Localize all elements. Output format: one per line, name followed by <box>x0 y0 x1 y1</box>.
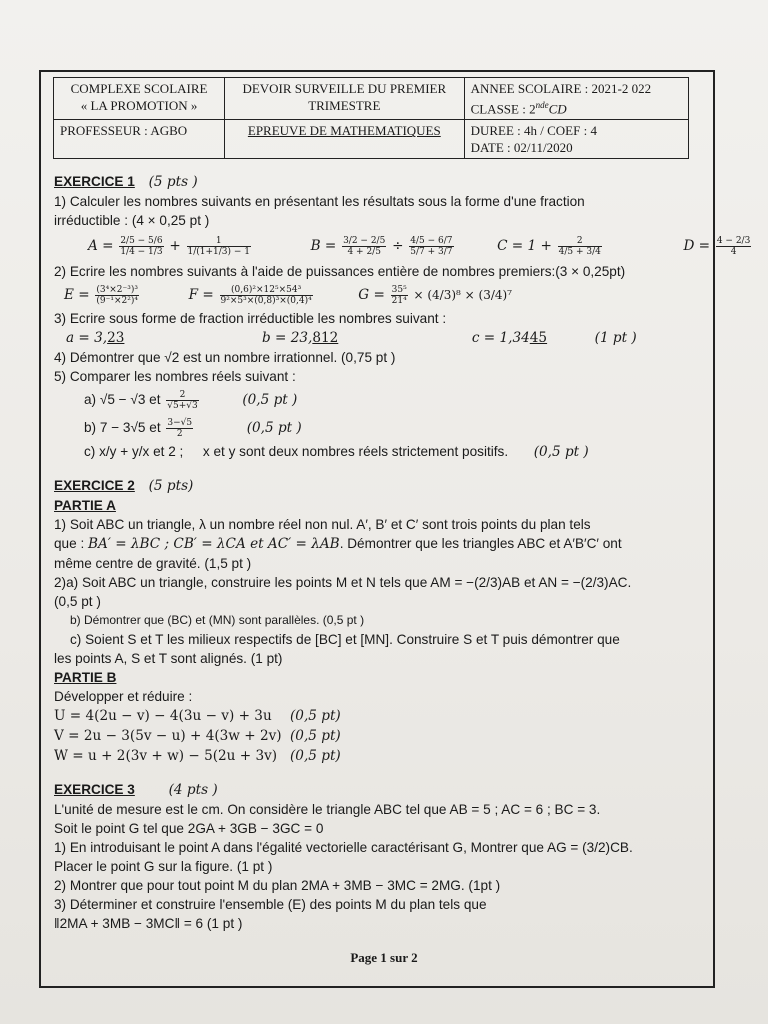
q5a-points: (0,5 pt ) <box>242 392 298 408</box>
exam-title-1: DEVOIR SURVEILLE DU PREMIER <box>242 81 447 96</box>
C-frac: $\frac{2}{4/5 + 3/4}$ <box>558 235 601 257</box>
c-repeat: 45 <box>529 330 548 346</box>
q5a-frac: $\frac{2}{√5+√3}$ <box>167 389 198 411</box>
ex1-q1-expressions <box>54 230 751 262</box>
ex1-q2: 2) Ecrire les nombres suivants à l'aide de puissances entière de nombres premiers:(3 × 0,25pt) <box>54 264 626 279</box>
b-repeat: 812 <box>312 330 339 346</box>
ex1-q1-line2: irréductible : (4 × 0,25 pt ) <box>54 213 210 228</box>
G-frac: $\frac{\text{35⁵}}{\text{21⁴}}$ <box>391 284 407 306</box>
a1-demo: . Démontrer que les triangles ABC et A′B′C′ ont <box>339 536 622 551</box>
school-cell <box>54 78 225 120</box>
q5b-left: b) 7 − 3√5 et <box>84 420 161 435</box>
ex3-l1: L'unité de mesure est le cm. On considère le triangle ABC tel que AB = 5 ; AC = 6 ; BC = 3. <box>54 802 601 817</box>
school-year: ANNEE SCOLAIRE : 2021-2 022 <box>470 81 652 96</box>
ex1-heading <box>54 172 714 192</box>
ex2-a1-l3: même centre de gravité. (1,5 pt ) <box>54 556 252 571</box>
ex1-q3: 3) Ecrire sous forme de fraction irréductible les nombres suivant : <box>54 311 447 326</box>
G-rest: × (4/3)⁸ × (3/4)⁷ <box>413 288 512 302</box>
subject-title: EPREUVE DE MATHEMATIQUES <box>247 123 441 139</box>
ex1-title: EXERCICE 1 <box>54 174 135 189</box>
ex3-points: (4 pts ) <box>168 782 218 798</box>
A-frac-2: $\frac{1}{1/(1+1/3) - 1}$ <box>187 235 251 257</box>
exam-content <box>54 172 751 933</box>
B-label: B = <box>310 238 337 254</box>
school-name: COMPLEXE SCOLAIRE <box>70 81 208 96</box>
ex3-l3: 1) En introduisant le point A dans l'égalité vectorielle caractérisant G, Montrer que AG = (3/2)CB. <box>54 840 633 855</box>
ex2-heading <box>54 476 714 496</box>
ex2-a2-l1: 2)a) Soit ABC un triangle, construire les points M et N tels que AM = −(2/3)AB et AN = −(2/3)AC. <box>54 575 632 590</box>
ex3-l2: Soit le point G tel que 2GA + 3GB − 3GC = 0 <box>54 821 324 836</box>
ex2-title: EXERCICE 2 <box>54 478 135 493</box>
subject-cell <box>225 120 465 159</box>
q5c-points: (0,5 pt ) <box>533 444 589 460</box>
ex2-partA: PARTIE A <box>54 498 116 513</box>
ex2-partB: PARTIE B <box>54 670 117 685</box>
q5b-frac: $\frac{3-√5}{2}$ <box>167 417 193 439</box>
ex2-U <box>54 706 714 726</box>
W-points: (0,5 pt) <box>290 748 341 764</box>
ex2-a2c-l1: c) Soient S et T les milieux respectifs de [BC] et [MN]. Construire S et T puis démontrer que <box>70 632 620 647</box>
ex2-a2-l2: (0,5 pt ) <box>54 594 101 609</box>
header-table <box>53 77 689 159</box>
ex2-a2c-l2: les points A, S et T sont alignés. (1 pt) <box>54 651 283 666</box>
W-expr: W = u + 2(3v + w) − 5(2u + 3v) <box>54 748 278 764</box>
D-frac: $\frac{4 - 2/3}{4}$ <box>716 235 751 257</box>
V-points: (0,5 pt) <box>290 728 341 744</box>
ex2-b-intro: Développer et réduire : <box>54 689 193 704</box>
exam-date: DATE : 02/11/2020 <box>470 140 573 156</box>
q5c-right: x et y sont deux nombres réels strictement positifs. <box>202 444 509 459</box>
F-label: F = <box>188 287 214 303</box>
E-frac: $\frac{\text{(3⁴×2⁻³)³}}{\text{(9⁻¹×2²)⁴}}$ <box>96 284 139 306</box>
duration-cell <box>464 120 688 159</box>
ex2-points: (5 pts) <box>148 478 194 494</box>
exam-cell <box>225 78 465 120</box>
U-points: (0,5 pt) <box>290 708 341 724</box>
ex2-a1-l1: 1) Soit ABC un triangle, λ un nombre réel non nul. A′, B′ et C′ sont trois points du plan tels <box>54 517 591 532</box>
E-label: E = <box>64 287 90 303</box>
page-number: Page 1 sur 2 <box>350 950 418 965</box>
year-cell <box>464 78 688 120</box>
B-div: ÷ <box>392 238 404 254</box>
school-subtitle: « LA PROMOTION » <box>80 98 198 113</box>
A-plus: + <box>169 238 181 254</box>
ex1-q5c <box>54 442 714 462</box>
ex3-l7: ‖2MA + 3MB − 3MC‖ = 6 (1 pt ) <box>54 916 243 931</box>
D-label: D = <box>683 238 711 254</box>
c-value: c = 1,34 <box>471 330 530 346</box>
ex2-W <box>54 746 714 766</box>
exam-title-2: TRIMESTRE <box>308 98 381 113</box>
q5b-points: (0,5 pt ) <box>246 420 302 436</box>
q3-points: (1 pt ) <box>594 330 637 346</box>
a-value: a = 3, <box>66 330 108 346</box>
ex1-q2-expressions <box>54 281 714 309</box>
ex1-q1-line1: 1) Calculer les nombres suivants en présentant les résultats sous la forme d'une fraction <box>54 194 585 209</box>
class-label: CLASSE : 2ndeCD <box>470 100 567 117</box>
b-value: b = 23, <box>261 330 313 346</box>
V-expr: V = 2u − 3(5v − u) + 4(3w + 2v) <box>54 728 282 744</box>
a-repeat: 23 <box>107 330 125 346</box>
ex3-l5: 2) Montrer que pour tout point M du plan 2MA + 3MB − 3MC = 2MG. (1pt ) <box>54 878 501 893</box>
q5a-left: a) √5 − √3 et <box>84 392 161 407</box>
teacher-cell <box>54 120 225 159</box>
G-label: G = <box>358 287 385 303</box>
ex3-l6: 3) Déterminer et construire l'ensemble (E) des points M du plan tels que <box>54 897 487 912</box>
a1-que: que : <box>54 536 85 551</box>
A-label: A = <box>88 238 114 254</box>
ex3-l4: Placer le point G sur la figure. (1 pt ) <box>54 859 273 874</box>
q5c-left: c) x/y + y/x et 2 ; <box>84 444 184 459</box>
ex2-a1-l2 <box>54 534 714 554</box>
ex1-q5: 5) Comparer les nombres réels suivant : <box>54 369 296 384</box>
ex1-q5b <box>54 414 714 442</box>
C-label: C = 1 + <box>497 238 552 254</box>
a1-vectors: BA′ = λBC ; CB′ = λCA et AC′ = λAB <box>88 536 340 552</box>
ex1-q4: 4) Démontrer que √2 est un nombre irrationnel. (0,75 pt ) <box>54 350 396 365</box>
B-frac-2: $\frac{4/5 - 6/7}{5/7 + 3/7}$ <box>410 235 453 257</box>
B-frac-1: $\frac{3/2 - 2/5}{4 + 2/5}$ <box>343 235 386 257</box>
ex1-points: (5 pts ) <box>148 174 198 190</box>
A-frac-1: $\frac{2/5 - 5/6}{1/4 - 1/3}$ <box>120 235 163 257</box>
ex3-heading <box>54 780 714 800</box>
F-frac: $\frac{\text{(0,6)²×12⁵×54³}}{\text{9²×5³×(0,8)³×(0,4)⁴}}$ <box>220 284 312 306</box>
U-expr: U = 4(2u − v) − 4(3u − v) + 3u <box>54 708 272 724</box>
teacher-name: PROFESSEUR : AGBO <box>60 123 188 139</box>
duration-coef: DUREE : 4h / COEF : 4 <box>470 123 597 139</box>
ex3-title: EXERCICE 3 <box>54 782 135 797</box>
ex2-V <box>54 726 714 746</box>
ex1-q3-values <box>54 328 714 348</box>
ex2-a2b: b) Démontrer que (BC) et (MN) sont parallèles. (0,5 pt ) <box>70 613 365 627</box>
ex1-q5a <box>54 386 714 414</box>
